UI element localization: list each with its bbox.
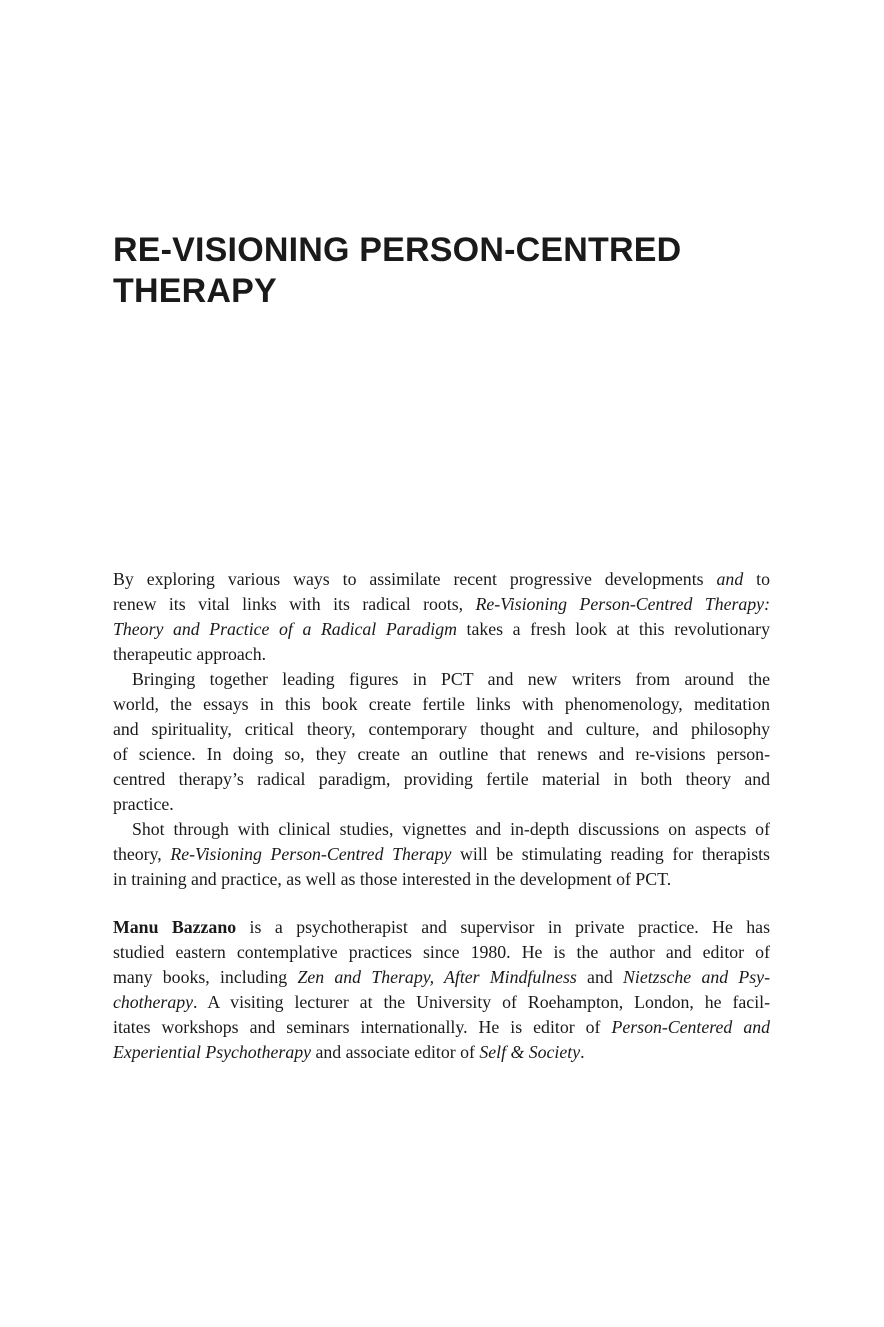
book-title-line-1: RE-VISIONING PERSON-CENTRED: [113, 231, 682, 269]
text-line: practice.: [113, 794, 174, 814]
text-line: Theory and Practice of a Radical Paradigm takes a fresh look at this revolutionary: [113, 619, 770, 639]
text-line: therapeutic approach.: [113, 644, 267, 664]
text-line: itates workshops and seminars internationally. He is editor of Person-Centered and: [113, 1017, 770, 1037]
text-line: Manu Bazzano is a psychotherapist and supervisor in private practice. He has: [113, 917, 770, 937]
text-line: studied eastern contemplative practices since 1980. He is the author and editor of: [113, 942, 770, 962]
author-bio: [113, 915, 770, 1065]
text-line: centred therapy’s radical paradigm, providing fertile material in both theory and: [113, 769, 770, 789]
text-line: world, the essays in this book create fertile links with phenomenology, meditation: [113, 694, 770, 714]
text-line: many books, including Zen and Therapy, After Mindfulness and Nietzsche and Psy-: [113, 967, 770, 987]
book-title: [113, 230, 773, 312]
book-title-line-2: THERAPY: [113, 272, 277, 310]
text-line: Experiential Psychotherapy and associate editor of Self & Society.: [113, 1042, 585, 1062]
text-line: and spirituality, critical theory, contemporary thought and culture, and philosophy: [113, 719, 770, 739]
text-line: theory, Re-Visioning Person-Centred Therapy will be stimulating reading for therapists: [113, 844, 770, 864]
text-line: Shot through with clinical studies, vignettes and in-depth discussions on aspects of: [132, 819, 770, 839]
text-line: in training and practice, as well as those interested in the development of PCT.: [113, 869, 672, 889]
text-line: of science. In doing so, they create an outline that renews and re-visions person-: [113, 744, 770, 764]
text-line: renew its vital links with its radical roots, Re-Visioning Person-Centred Therapy:: [113, 594, 770, 614]
description-paragraph-2: [113, 667, 770, 817]
author-bio-paragraph: [113, 915, 770, 1065]
book-description: [113, 567, 770, 892]
description-paragraph-3: [113, 817, 770, 892]
author-name: Manu Bazzano: [113, 917, 237, 937]
text-line: Bringing together leading figures in PCT and new writers from around the: [132, 669, 770, 689]
description-paragraph-1: [113, 567, 770, 667]
text-line: chotherapy. A visiting lecturer at the University of Roehampton, London, he facil-: [113, 992, 770, 1012]
text-line: By exploring various ways to assimilate recent progressive developments and to: [113, 569, 770, 589]
